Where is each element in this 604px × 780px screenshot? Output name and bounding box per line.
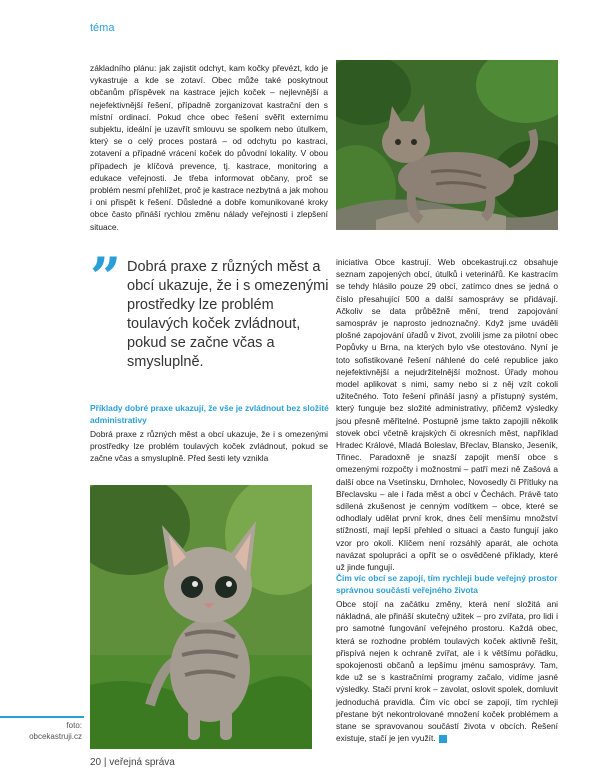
right-column bbox=[336, 256, 558, 573]
section-tag: téma bbox=[90, 22, 115, 34]
quote-mark-icon: ” bbox=[90, 245, 122, 309]
kitten-photo bbox=[90, 485, 312, 749]
photo-credit-label: foto: bbox=[66, 721, 82, 730]
end-mark-icon bbox=[439, 735, 447, 743]
cat-photo-illustration bbox=[336, 60, 558, 230]
examples-paragraph-column bbox=[90, 428, 328, 465]
kitten-photo-illustration bbox=[90, 485, 312, 749]
credit-divider bbox=[0, 716, 84, 718]
intro-paragraph-column bbox=[90, 62, 328, 233]
examples-heading: Příklady dobré praxe ukazují, že vše je zvládnout bez složité administrativy bbox=[90, 403, 329, 425]
pull-quote bbox=[90, 245, 330, 372]
examples-paragraph: Dobrá praxe z různých měst a obcí ukazuje, že i s omezenými prostředky lze problém toulavých koček zvládnout, pokud se začne včas a smysluplně. Před šesti lety vznikla bbox=[90, 429, 328, 464]
conclusion-paragraph bbox=[336, 598, 558, 744]
policy-heading: Čím víc obcí se zapojí, tím rychleji bude veřejný prostor správnou součástí veřejného života bbox=[336, 573, 558, 595]
pull-quote-text: Dobrá praxe z různých měst a obcí ukazuje, že i s omezenými prostředky lze problém toulavých koček zvládnout, pokud se začne včas a smysluplně. bbox=[127, 259, 329, 370]
initiative-paragraph: iniciativa Obce kastrují. Web obcekastruji.cz obsahuje seznam zapojených obcí, útulků i veterinářů. Ke kastracím se tehdy hlásilo pouze 29 obcí, zatímco dnes se jedná o číslo přesahující 500 a další samosprávy se přidávají. Ačkoliv se data průběžně mění, trend zapojování samospráv je naprosto jednoznačný. Když jsme uváděli plošné zapojování úřadů v život, zvolili jsme za pilotní obec Popůvky u Brna, na kterých bylo vše otestováno. Nyní je toto sofistikované řešení náhlené do celé republice jako nejefektivnější a nejudržitelnější možnost. Úřady mohou model aplikovat s nimi, samy nebo si z něj vzít cokoli užitečného. Toto řešení přináší jasný a přístupný systém, který funguje bez složité administrativy, přičemž výsledky jsou přesně měřitelné. Postupně jsme takto zapojili několik stovek obcí včetně krajských či okresních měst, například Hradec Králové, Mladá Boleslav, Břeclav, Blansko, Jeseník, Třinec. Paradoxně je snazší zapojit menší obce s omezenými rozpočty i možnostmi – patří mezi ně Zašová a další obce na Vsetínsku, Drnholec, Novosedly či Přítluky na Břeclavsku – ale i řada měst a obcí v Čechách. Právě tato sdílená zkušenost je cenným vodítkem – obce, které se odhodlaly udělat první krok, dnes čelí menšímu množství stížností, mají lepší přehled o situaci a často fungují jako vzor pro okolí. Klíčem není rozsáhlý aparát, ale ochota navázat spolupráci a opřít se o osvědčené příklady, které už jinde fungují. bbox=[336, 257, 558, 573]
page-footer: 20 | veřejná správa bbox=[90, 757, 175, 768]
conclusion-text: Obce stojí na začátku změny, která není složitá ani nákladná, ale přináší skutečný užitek – pro zvířata, pro lidi i pro samotné fungování veřejného prostoru. Každá obec, která se rozhodne problém toulavých koček aktivně řešit, přispívá nejen k ochraně zvířat, ale i k většímu pořádku, spokojenosti občanů a lepšímu jménu samosprávy. Tam, kde už se s kastračními programy začalo, vidíme jasné výsledky. Stačí první krok – zavolat, oslovit spolek, domluvit jednoduchá pravidla. Čím víc obcí se zapojí, tím rychleji přestane být nekontrolované množení koček problémem a stane se spravovanou součástí života v obcích. Řešení existuje, stačí je jen využít. bbox=[336, 599, 558, 744]
conclusion-paragraph-column bbox=[336, 598, 558, 744]
intro-paragraph: základního plánu: jak zajistit odchyt, kam kočky převézt, kdo je vykastruje a kde se zotaví. Obec může také poskytnout občanům příspěvek na kastrace jejich koček – nejlevnější a nejefektivnější řešení, případně zorganizovat kastrační den s místní ordinací. Pokud chce obec řešení svěřit externímu subjektu, ideální je uzavřít smlouvu se spolkem nebo útulkem, který se o celý proces postará – od odchytu po kastraci, zotavení a případné vrácení koček do původní lokality. V obou případech je klíčová prevence, tj. kastrace, monitoring a edukace veřejnosti. Je třeba informovat občany, proč se problém nesmí přehlížet, proč je kastrace nezbytná a jak mohou i oni přispět k řešení. Důsledné a dobře komunikované kroky obce často přináší rychlou změnu nálady veřejnosti i zlepšení situace. bbox=[90, 63, 328, 232]
cat-photo bbox=[336, 60, 558, 230]
photo-credit bbox=[0, 720, 82, 742]
photo-credit-source: obcekastruji.cz bbox=[29, 732, 82, 741]
